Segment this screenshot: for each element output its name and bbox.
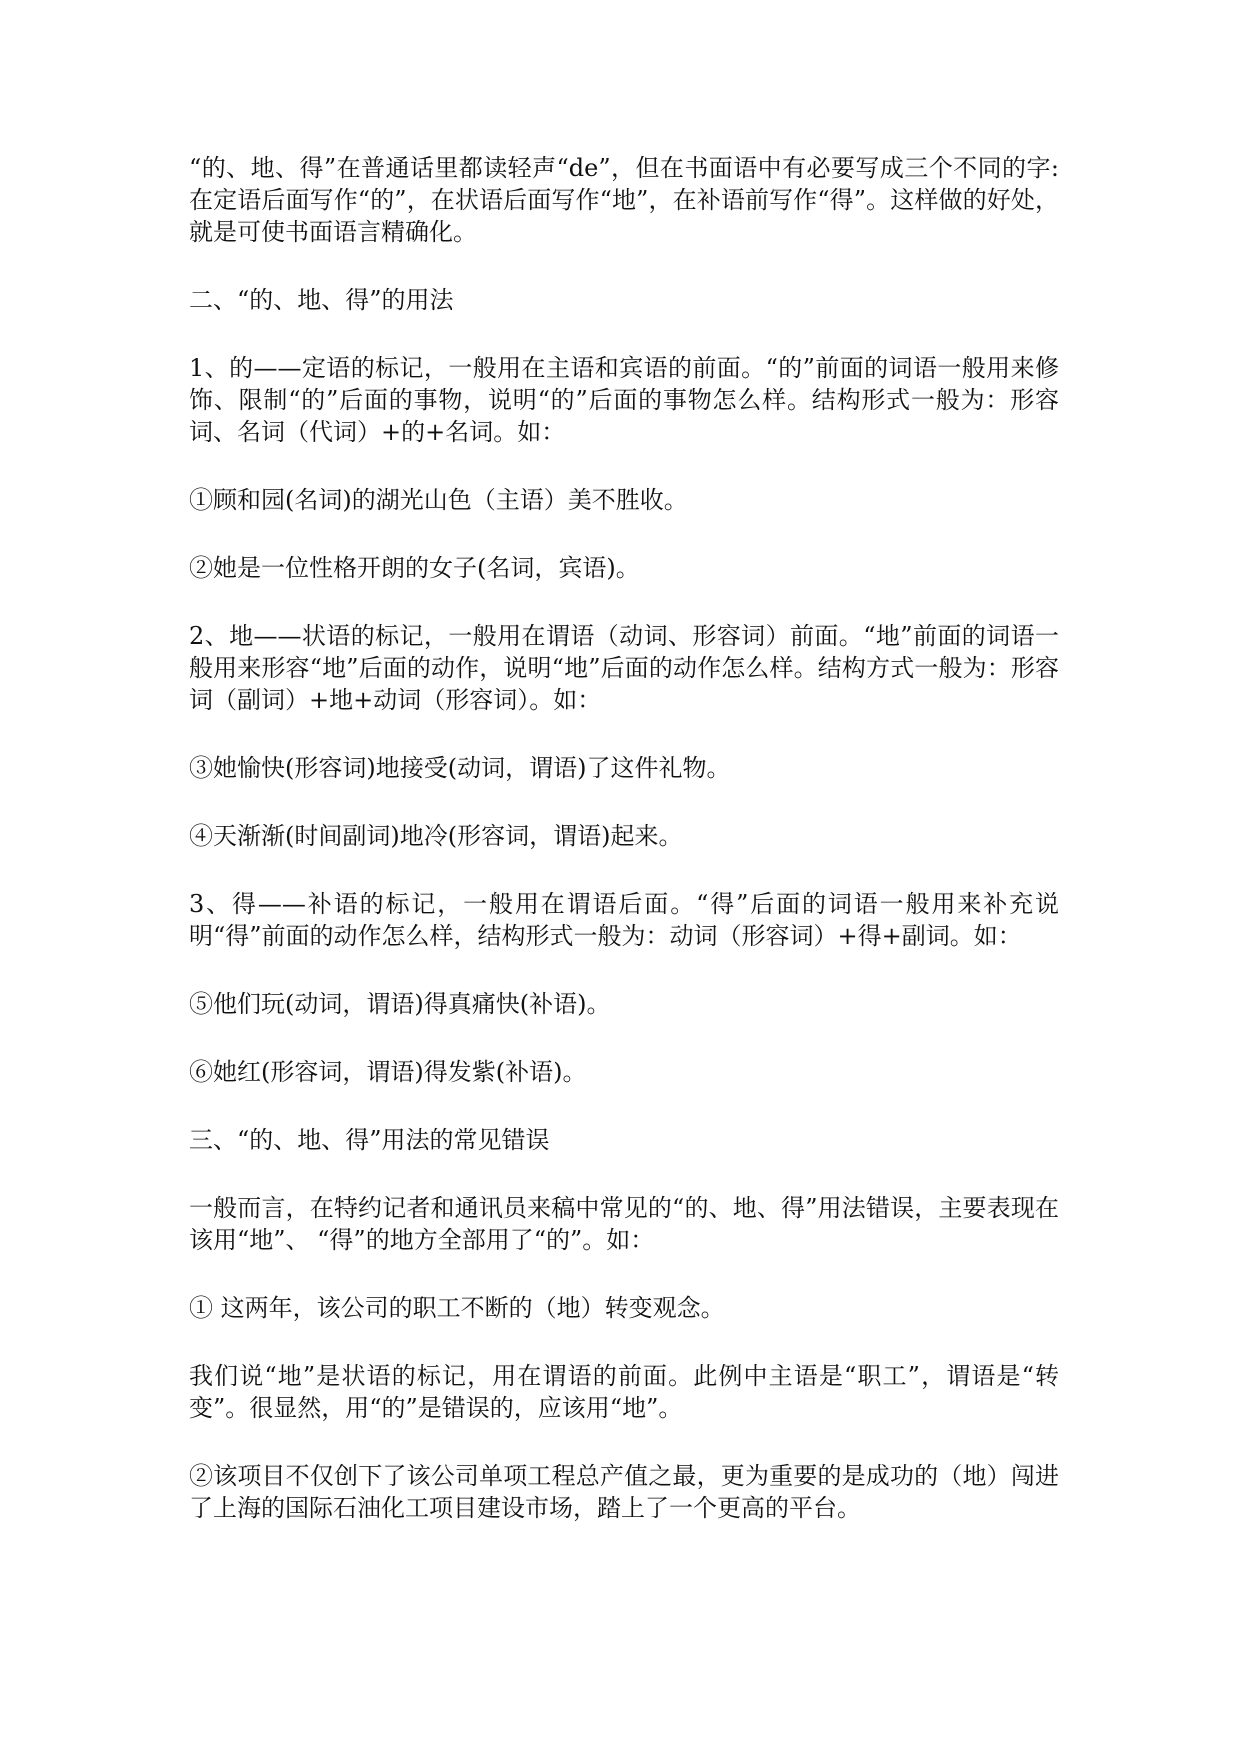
paragraph-dei-usage: 3、得——补语的标记，一般用在谓语后面。“得”后面的词语一般用来补充说明“得”前面的动作怎么样，结构形式一般为：动词（形容词）+得+副词。如：: [189, 890, 1059, 950]
example-6: ⑥她红(形容词，谓语)得发紫(补语)。: [189, 1058, 587, 1086]
paragraph-errors-intro: 一般而言，在特约记者和通讯员来稿中常见的“的、地、得”用法错误，主要表现在该用“地”、 “得”的地方全部用了“的”。如：: [189, 1194, 1059, 1254]
document-body: [189, 152, 1059, 1560]
example-3: ③她愉快(形容词)地接受(动词，谓语)了这件礼物。: [189, 754, 731, 782]
section-heading-usage: 二、“的、地、得”的用法: [189, 286, 454, 314]
example-4: ④天渐渐(时间副词)地冷(形容词，谓语)起来。: [189, 822, 683, 850]
section-heading-errors: 三、“的、地、得”用法的常见错误: [189, 1126, 550, 1154]
example-2: ②她是一位性格开朗的女子(名词，宾语)。: [189, 554, 640, 582]
example-1: ①顾和园(名词)的湖光山色（主语）美不胜收。: [189, 486, 688, 514]
error-example-2: ②该项目不仅创下了该公司单项工程总产值之最，更为重要的是成功的（地）闯进了上海的国际石油化工项目建设市场，踏上了一个更高的平台。: [189, 1462, 1059, 1522]
paragraph-di-usage: 2、地——状语的标记，一般用在谓语（动词、形容词）前面。“地”前面的词语一般用来形容“地”后面的动作，说明“地”后面的动作怎么样。结构方式一般为：形容词（副词）+地+动词（形容词）。如：: [189, 622, 1059, 714]
error-example-1: ① 这两年，该公司的职工不断的（地）转变观念。: [189, 1294, 725, 1322]
paragraph-intro: “的、地、得”在普通话里都读轻声“de”，但在书面语中有必要写成三个不同的字:在定语后面写作“的”，在状语后面写作“地”，在补语前写作“得”。这样做的好处，就是可使书面语言精确化。: [189, 154, 1059, 246]
paragraph-de-usage: 1、的——定语的标记，一般用在主语和宾语的前面。“的”前面的词语一般用来修饰、限制“的”后面的事物，说明“的”后面的事物怎么样。结构形式一般为：形容词、名词（代词）+的+名词。如：: [189, 354, 1059, 446]
error-explanation-1: 我们说“地”是状语的标记，用在谓语的前面。此例中主语是“职工”，谓语是“转变”。很显然，用“的”是错误的，应该用“地”。: [189, 1362, 1059, 1422]
example-5: ⑤他们玩(动词，谓语)得真痛快(补语)。: [189, 990, 611, 1018]
